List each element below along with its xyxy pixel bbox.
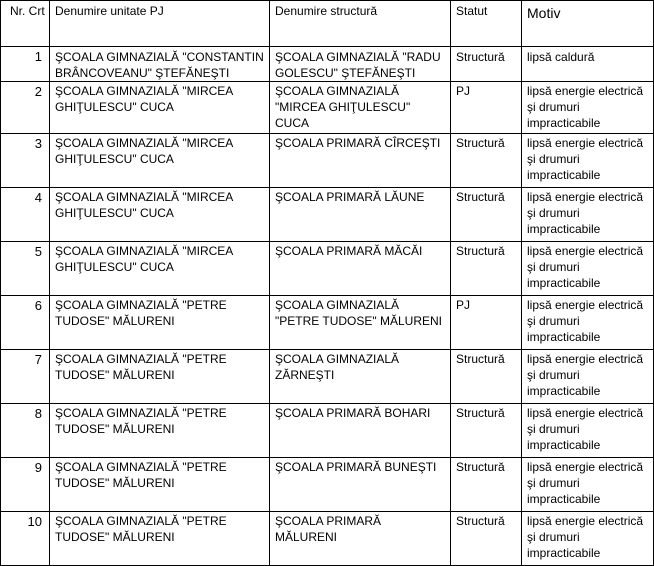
cell-nr: 4 xyxy=(1,188,50,242)
cell-nr: 1 xyxy=(1,47,50,82)
cell-statut: Structură xyxy=(451,512,522,566)
cell-nr: 10 xyxy=(1,512,50,566)
cell-structura: ŞCOALA PRIMARĂ CÎRCEŞTI xyxy=(270,134,451,188)
table-row xyxy=(1,82,654,134)
cell-unitate: ŞCOALA GIMNAZIALĂ "MIRCEA GHIŢULESCU" CUCA xyxy=(50,242,270,296)
cell-statut: PJ xyxy=(451,82,522,134)
header-nr-crt: Nr. Crt xyxy=(1,1,50,47)
table-row xyxy=(1,404,654,458)
cell-motiv: lipsă energie electrică şi drumuri impracticabile xyxy=(522,404,654,458)
header-row xyxy=(1,1,654,47)
cell-structura: ŞCOALA PRIMARĂ MĂCĂI xyxy=(270,242,451,296)
cell-statut: Structură xyxy=(451,350,522,404)
cell-statut: Structură xyxy=(451,242,522,296)
cell-unitate: ŞCOALA GIMNAZIALĂ "MIRCEA GHIŢULESCU" CUCA xyxy=(50,188,270,242)
cell-unitate: ŞCOALA GIMNAZIALĂ "MIRCEA GHIŢULESCU" CUCA xyxy=(50,82,270,134)
cell-statut: Structură xyxy=(451,188,522,242)
cell-motiv: lipsă energie electrică şi drumuri impracticabile xyxy=(522,350,654,404)
cell-motiv: lipsă energie electrică şi drumuri impracticabile xyxy=(522,82,654,134)
cell-unitate: ŞCOALA GIMNAZIALĂ "PETRE TUDOSE" MĂLURENI xyxy=(50,458,270,512)
cell-motiv: lipsă energie electrică şi drumuri impracticabile xyxy=(522,296,654,350)
table-body xyxy=(1,47,654,566)
cell-motiv: lipsă energie electrică şi drumuri impracticabile xyxy=(522,512,654,566)
cell-nr: 9 xyxy=(1,458,50,512)
cell-motiv: lipsă energie electrică şi drumuri impracticabile xyxy=(522,188,654,242)
cell-nr: 3 xyxy=(1,134,50,188)
header-denumire-unitate-pj: Denumire unitate PJ xyxy=(50,1,270,47)
cell-nr: 6 xyxy=(1,296,50,350)
cell-motiv: lipsă energie electrică şi drumuri impracticabile xyxy=(522,458,654,512)
cell-structura: ŞCOALA GIMNAZIALĂ ZĂRNEŞTI xyxy=(270,350,451,404)
cell-structura: ŞCOALA GIMNAZIALĂ "PETRE TUDOSE" MĂLURENI xyxy=(270,296,451,350)
cell-statut: Structură xyxy=(451,404,522,458)
cell-nr: 5 xyxy=(1,242,50,296)
cell-statut: Structură xyxy=(451,458,522,512)
cell-unitate: ŞCOALA GIMNAZIALĂ "PETRE TUDOSE" MĂLURENI xyxy=(50,296,270,350)
cell-unitate: ŞCOALA GIMNAZIALĂ "PETRE TUDOSE" MĂLURENI xyxy=(50,512,270,566)
cell-structura: ŞCOALA PRIMARĂ BUNEŞTI xyxy=(270,458,451,512)
table-row xyxy=(1,512,654,566)
cell-statut: PJ xyxy=(451,296,522,350)
cell-motiv: lipsă energie electrică şi drumuri impracticabile xyxy=(522,242,654,296)
cell-unitate: ŞCOALA GIMNAZIALĂ "PETRE TUDOSE" MĂLURENI xyxy=(50,350,270,404)
cell-nr: 7 xyxy=(1,350,50,404)
cell-structura: ŞCOALA PRIMARĂ BOHARI xyxy=(270,404,451,458)
cell-motiv: lipsă energie electrică şi drumuri impracticabile xyxy=(522,134,654,188)
cell-motiv: lipsă caldură xyxy=(522,47,654,82)
table-row xyxy=(1,242,654,296)
cell-structura: ŞCOALA GIMNAZIALĂ "MIRCEA GHIŢULESCU" CUCA xyxy=(270,82,451,134)
table-row xyxy=(1,296,654,350)
table-row xyxy=(1,458,654,512)
header-motiv: Motiv xyxy=(522,1,654,47)
cell-unitate: ŞCOALA GIMNAZIALĂ "MIRCEA GHIŢULESCU" CUCA xyxy=(50,134,270,188)
table-row xyxy=(1,188,654,242)
cell-unitate: ŞCOALA GIMNAZIALĂ "PETRE TUDOSE" MĂLURENI xyxy=(50,404,270,458)
cell-structura: ŞCOALA PRIMARĂ MĂLURENI xyxy=(270,512,451,566)
table-row xyxy=(1,47,654,82)
cell-nr: 8 xyxy=(1,404,50,458)
cell-structura: ŞCOALA GIMNAZIALĂ "RADU GOLESCU" ŞTEFĂNEŞTI xyxy=(270,47,451,82)
table-row xyxy=(1,134,654,188)
header-statut: Statut xyxy=(451,1,522,47)
header-denumire-structura: Denumire structură xyxy=(270,1,451,47)
table-row xyxy=(1,350,654,404)
cell-unitate: ŞCOALA GIMNAZIALĂ "CONSTANTIN BRÂNCOVEANU" ŞTEFĂNEŞTI xyxy=(50,47,270,82)
cell-statut: Structură xyxy=(451,134,522,188)
table-header xyxy=(1,1,654,47)
cell-statut: Structură xyxy=(451,47,522,82)
cell-structura: ŞCOALA PRIMARĂ LĂUNE xyxy=(270,188,451,242)
cell-nr: 2 xyxy=(1,82,50,134)
